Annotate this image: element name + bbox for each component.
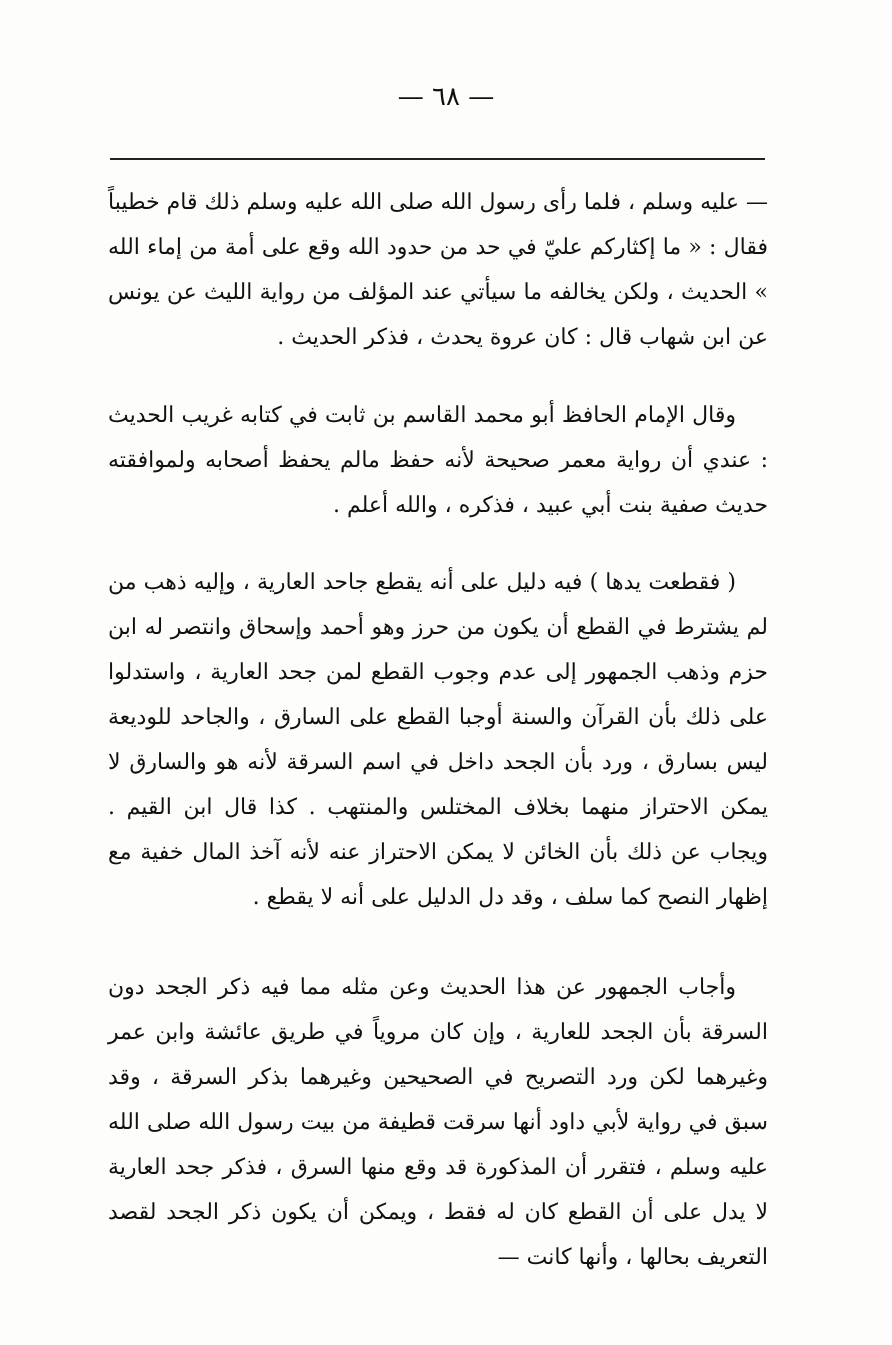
paragraph-1 [108, 180, 768, 360]
paragraph-text: — عليه وسلم ، فلما رأى رسول الله صلى الله عليه وسلم ذلك قام خطيباً فقال : « ما إكثاركم عليّ في حد من حدود الله وقع على أمة من إماء الله » الحديث ، ولكن يخالفه ما سيأتي عند المؤلف من رواية الليث عن يونس عن ابن شهاب قال : كان عروة يحدث ، فذكر الحديث . [108, 190, 768, 350]
paragraph-3 [108, 560, 768, 920]
paragraph-text: وقال الإمام الحافظ أبو محمد القاسم بن ثابت في كتابه غريب الحديث : عندي أن رواية معمر صحيحة لأنه حفظ مالم يحفظ أصحابه ولموافقته حديث صفية بنت أبي عبيد ، فذكره ، والله أعلم . [108, 403, 768, 518]
paragraph-2 [108, 393, 768, 528]
paragraph-text: ( فقطعت يدها ) فيه دليل على أنه يقطع جاحد العارية ، وإليه ذهب من لم يشترط في القطع أن يكون من حرز وهو أحمد وإسحاق وانتصر له ابن حزم وذهب الجمهور إلى عدم وجوب القطع لمن جحد العارية ، واستدلوا على ذلك بأن القرآن والسنة أوجبا القطع على السارق ، والجاحد للوديعة ليس بسارق ، ورد بأن الجحد داخل في اسم السرقة لأنه هو والسارق لا يمكن الاحتراز منهما بخلاف المختلس والمنتهب . كذا قال ابن القيم . ويجاب عن ذلك بأن الخائن لا يمكن الاحتراز عنه لأنه آخذ المال خفية مع إظهار النصح كما سلف ، وقد دل الدليل على أنه لا يقطع . [108, 570, 768, 910]
paragraph-text: وأجاب الجمهور عن هذا الحديث وعن مثله مما فيه ذكر الجحد دون السرقة بأن الجحد للعارية ، وإن كان مروياً في طريق عائشة وابن عمر وغيرهما لكن ورد التصريح في الصحيحين وغيرهما بذكر السرقة ، وقد سبق في رواية لأبي داود أنها سرقت قطيفة من بيت رسول الله صلى الله عليه وسلم ، فتقرر أن المذكورة قد وقع منها السرق ، فذكر جحد العارية لا يدل على أن القطع كان له فقط ، ويمكن أن يكون ذكر الجحد لقصد التعريف بحالها ، وأنها كانت — [108, 975, 768, 1270]
page-number: — ٦٨ — [397, 82, 495, 112]
paragraph-4 [108, 965, 768, 1280]
header-rule [110, 158, 765, 160]
